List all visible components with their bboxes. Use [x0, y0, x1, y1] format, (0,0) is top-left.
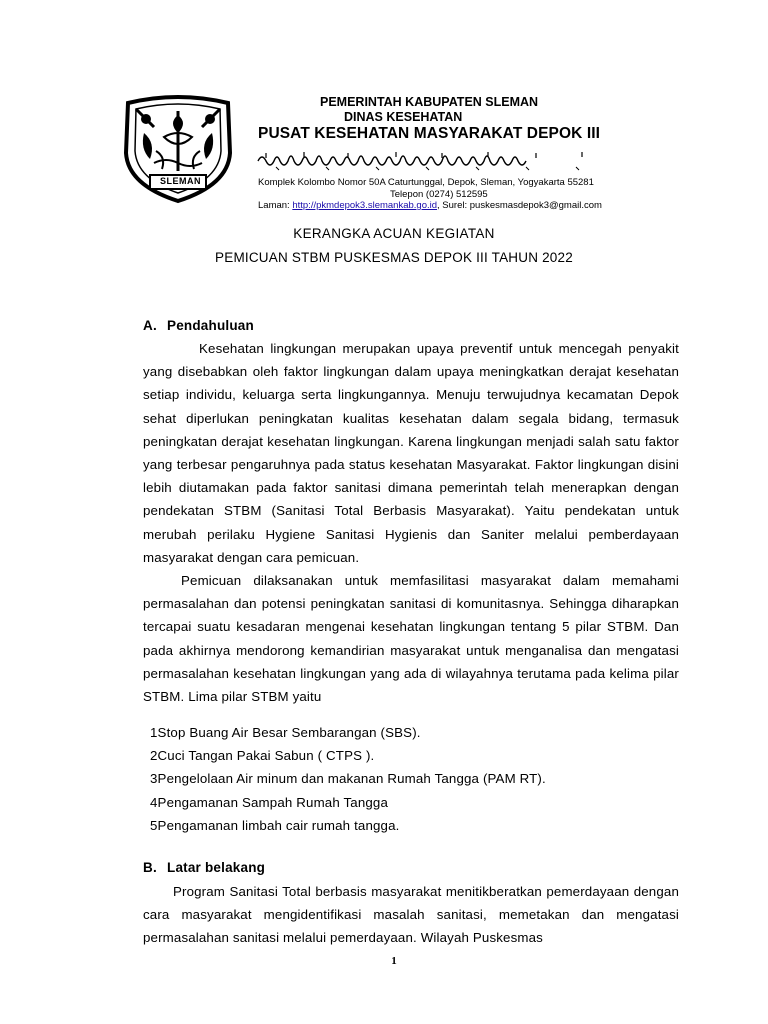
section-b-letter: B.	[143, 860, 157, 875]
section-a-paragraph-1: Kesehatan lingkungan merupakan upaya preventif untuk mencegah penyakit yang disebabkan oleh faktor lingkungan dalam upaya meningkatkan derajat kesehatan setiap individu, keluarga serta lingkungannya. Menuju terwujudnya kecamatan Depok sehat diperlukan peningkatan kualitas kesehatan dalam segala bidang, termasuk peningkatan derajat kesehatan lingkungan. Karena lingkungan menjadi salah satu faktor yang terbesar pengaruhnya pada status kesehatan Masyarakat. Faktor lingkungan disini lebih diutamakan pada faktor sanitasi dimana pemerintah telah menerapkan dengan pendekatan STBM (Sanitasi Total Berbasis Masyarakat). Yaitu pendekatan untuk merubah perilaku Hygiene Sanitasi Hygienis dan Saniter melalui pemberdayaan masyarakat dengan cara pemicuan.	[143, 341, 679, 565]
list-item: 1Stop Buang Air Besar Sembarangan (SBS).	[150, 725, 421, 740]
list-item: 2Cuci Tangan Pakai Sabun ( CTPS ).	[150, 748, 375, 764]
section-b-body	[143, 880, 679, 950]
stbm-pillars-list	[150, 721, 546, 837]
section-b-heading	[143, 860, 265, 875]
section-a-title: Pendahuluan	[167, 318, 254, 333]
section-b-paragraph-1: Program Sanitasi Total berbasis masyarakat menitikberatkan pemerdayaan dengan cara masyarakat mengidentifikasi masalah sanitasi, memetakan dan mengatasi permasalahan sanitasi melalui pemerdayaan. Wilayah Puskesmas	[143, 884, 679, 946]
section-a-letter: A.	[143, 318, 157, 333]
javanese-script-graphic	[256, 149, 626, 171]
document-subtitle: PEMICUAN STBM PUSKESMAS DEPOK III TAHUN 2022	[215, 250, 573, 265]
list-item: 3Pengelolaan Air minum dan makanan Rumah Tangga (PAM RT).	[150, 771, 546, 787]
letterhead-government: PEMERINTAH KABUPATEN SLEMAN	[320, 95, 539, 109]
letterhead-address: Komplek Kolombo Nomor 50A Caturtunggal, Depok, Sleman, Yogyakarta 55281	[258, 177, 594, 188]
document-title: KERANGKA ACUAN KEGIATAN	[293, 226, 495, 241]
list-item: 4Pengamanan Sampah Rumah Tangga	[150, 794, 389, 810]
page-number: 1	[391, 955, 397, 967]
section-a-heading	[143, 318, 254, 333]
section-a-body	[143, 337, 679, 708]
website-link[interactable]: http://pkmdepok3.slemankab.go.id	[292, 200, 438, 211]
section-b-title: Latar belakang	[167, 860, 266, 875]
letterhead-department: DINAS KESEHATAN	[344, 110, 463, 124]
section-a-paragraph-2: Pemicuan dilaksanakan untuk memfasilitasi masyarakat dalam memahami permasalahan dan potensi peningkatan sanitasi di komunitasnya. Sehingga diharapkan tercapai suatu kesadaran mengenai kesehatan lingkungan tentang 5 pilar STBM. Dan pada akhirnya mendorong kemandirian masyarakat untuk menganalisa dan mengatasi permasalahan kesehatan lingkungan yang ada di wilayahnya terutama pada kelima pilar STBM. Lima pilar STBM yaitu	[143, 573, 679, 705]
letterhead-contact	[258, 200, 602, 211]
letterhead-institution: PUSAT KESEHATAN MASYARAKAT DEPOK III	[258, 125, 601, 142]
web-label: Laman:	[258, 200, 293, 211]
sleman-regency-logo	[120, 93, 236, 205]
list-item: 5Pengamanan limbah cair rumah tangga.	[150, 817, 400, 833]
logo-banner-text: SLEMAN	[160, 176, 201, 186]
letterhead-phone: Telepon (0274) 512595	[390, 189, 488, 200]
email-text: , Surel: puskesmasdepok3@gmail.com	[437, 200, 602, 211]
sleman-crest-icon	[120, 93, 236, 205]
